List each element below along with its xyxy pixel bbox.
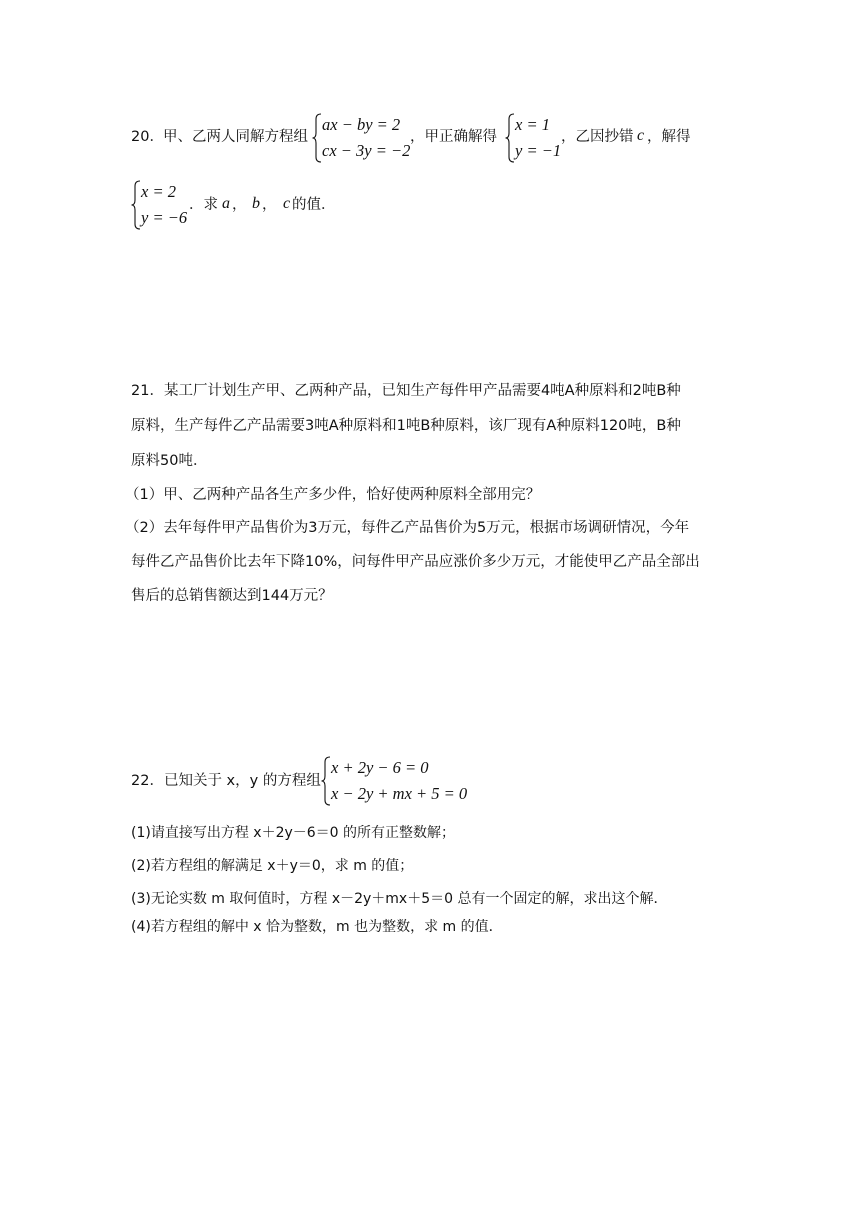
q20-tail-text: ，乙因抄错 (561, 129, 634, 145)
q21-part-2-line-1: （2）去年每件甲产品售价为3万元，每件乙产品售价为5万元，根据市场调研情况，今年 (125, 520, 690, 536)
q20-correct-x: x = 1 (515, 115, 550, 134)
q20-wrong-solution (131, 180, 191, 230)
q21-line-1: 21．某工厂计划生产甲、乙两种产品，已知生产每件甲产品需要4吨A种原料和2吨B种 (131, 383, 681, 399)
q20-comma-2: ， (262, 197, 277, 213)
q20-equation-system (312, 113, 412, 163)
q21-line-3: 原料50吨． (131, 453, 208, 469)
q22-stem: 22．已知关于 x，y 的方程组 (131, 773, 321, 789)
q20-wrong-y: y = −6 (141, 208, 188, 227)
q20-var-a: a (222, 195, 230, 212)
q22-part-2: (2)若方程组的解满足 x＋y＝0，求 m 的值； (131, 858, 414, 874)
q21-part-1: （1）甲、乙两种产品各生产多少件，恰好使两种原料全部用完？ (125, 487, 541, 503)
left-brace-icon (321, 756, 331, 806)
q20-correct-solution (505, 113, 565, 163)
left-brace-icon (312, 113, 322, 163)
left-brace-icon (131, 180, 141, 230)
q22-equation-1: x + 2y − 6 = 0 (331, 758, 429, 777)
q20-tail-text-2: ，解得 (647, 129, 691, 145)
q20-var-c: c (637, 127, 645, 144)
q20-end: 的值． (292, 197, 336, 213)
q20-stem: 甲、乙两人同解方程组 (163, 129, 308, 145)
q22-part-3: (3)无论实数 m 取何值时，方程 x－2y＋mx＋5＝0 总有一个固定的解，求出这个解． (131, 891, 668, 907)
left-brace-icon (505, 113, 515, 163)
q21-part-2-line-3: 售后的总销售额达到144万元？ (131, 588, 333, 604)
q20-wrong-x: x = 2 (141, 182, 176, 201)
q22-equation-system (321, 756, 471, 806)
q20-ask: ．求 (189, 197, 218, 213)
q22-part-1: (1)请直接写出方程 x＋2y－6＝0 的所有正整数解； (131, 825, 456, 841)
q20-correct-y: y = −1 (515, 141, 562, 160)
q22-part-4: (4)若方程组的解中 x 恰为整数，m 也为整数，求 m 的值． (131, 919, 503, 935)
q20-var-c-2: c (283, 195, 291, 212)
q20-mid-text: ，甲正确解得 (410, 129, 497, 145)
q20-var-b: b (252, 195, 260, 212)
q22-equation-2: x − 2y + mx + 5 = 0 (331, 784, 468, 803)
q20-equation-2: cx − 3y = −2 (322, 141, 411, 160)
q21-line-2: 原料，生产每件乙产品需要3吨A种原料和1吨B种原料，该厂现有A种原料120吨，B种 (131, 418, 681, 434)
q20-equation-1: ax − by = 2 (322, 115, 401, 134)
q21-part-2-line-2: 每件乙产品售价比去年下降10%，问每件甲产品应涨价多少万元，才能使甲乙产品全部出 (131, 554, 700, 570)
q20-number: 20． (131, 129, 164, 145)
q20-comma-1: ， (232, 197, 247, 213)
